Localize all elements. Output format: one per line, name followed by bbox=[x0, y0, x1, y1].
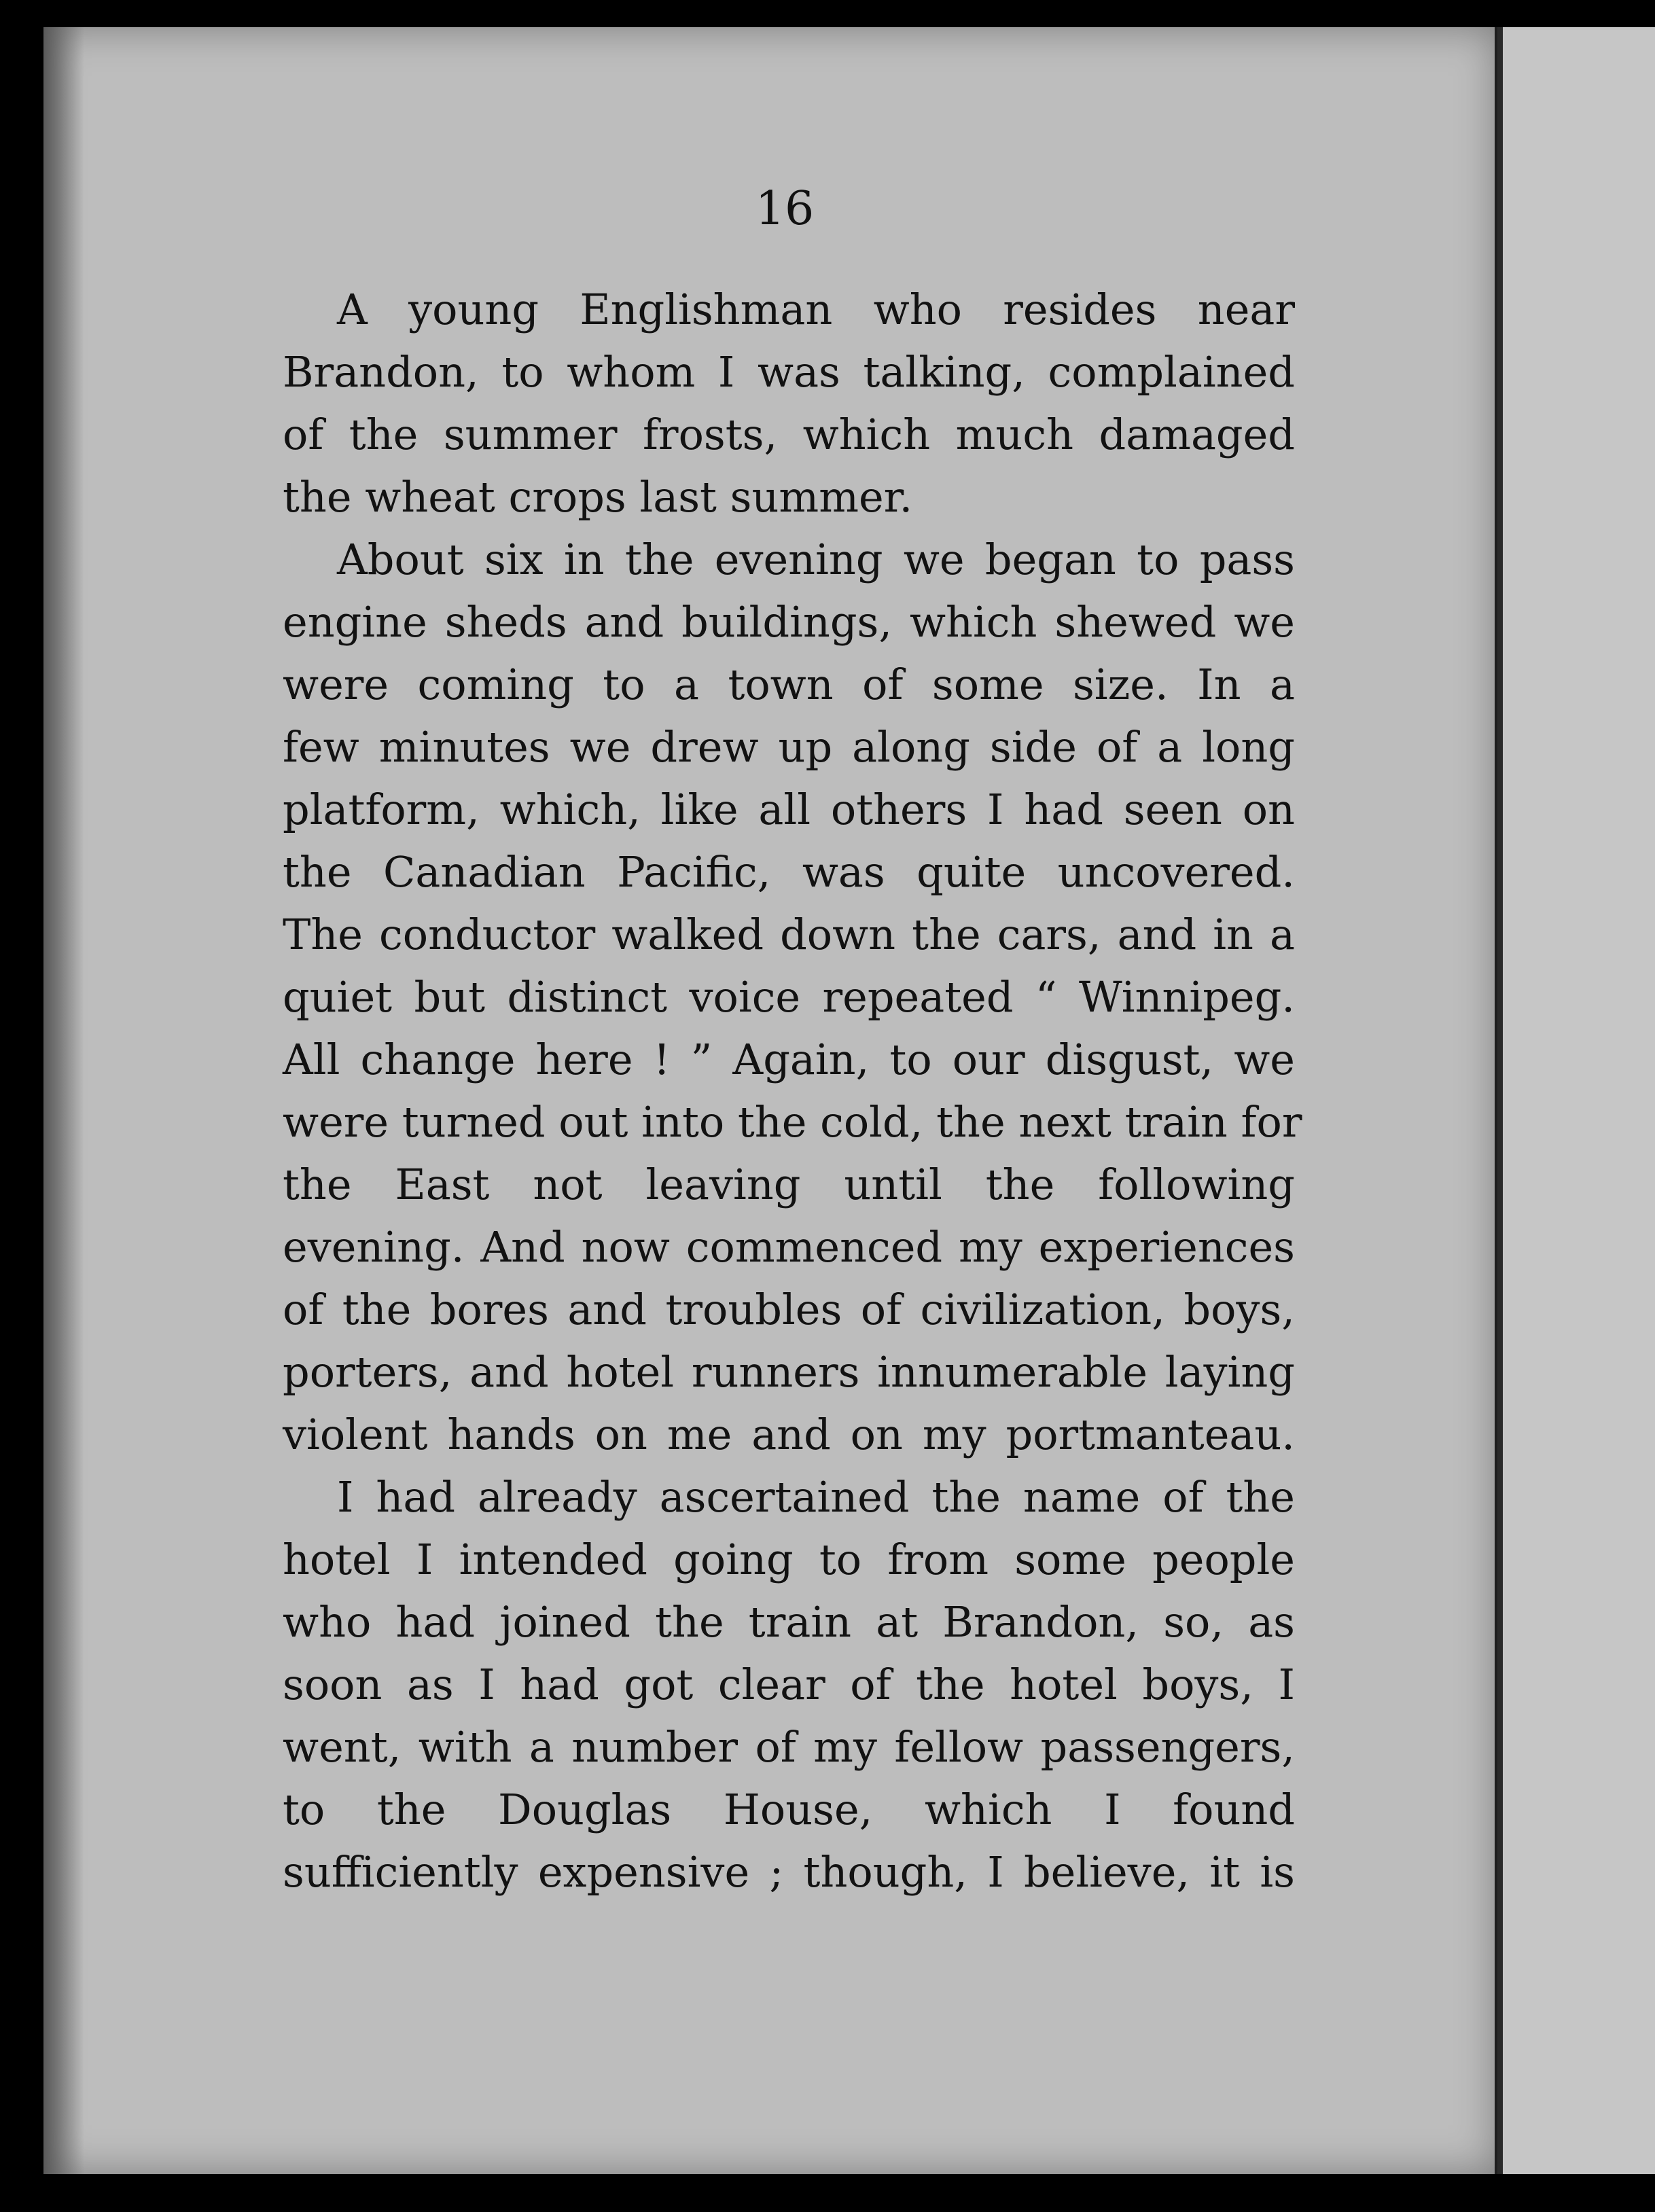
adjacent-page-edge bbox=[1497, 27, 1655, 2174]
text-line: sufficiently expensive ; though, I believe, it is bbox=[283, 1847, 1295, 1897]
text-line: were coming to a town of some size. In a bbox=[283, 660, 1295, 709]
text-line: Brandon, to whom I was talking, complained bbox=[283, 347, 1295, 397]
text-line: engine sheds and buildings, which shewed we bbox=[283, 597, 1295, 647]
page-number: 16 bbox=[755, 182, 815, 236]
text-line: porters, and hotel runners innumerable laying bbox=[283, 1347, 1295, 1397]
text-line: went, with a number of my fellow passengers, bbox=[283, 1722, 1295, 1772]
text-line: of the bores and troubles of civilization, boys, bbox=[283, 1285, 1295, 1334]
text-line: evening. And now commenced my experiences bbox=[283, 1222, 1295, 1272]
text-line: few minutes we drew up along side of a long bbox=[283, 722, 1295, 772]
text-line: hotel I intended going to from some people bbox=[283, 1535, 1295, 1584]
text-line: the wheat crops last summer. bbox=[283, 472, 913, 522]
text-line: I had already ascertained the name of the bbox=[337, 1472, 1295, 1522]
body-text bbox=[283, 279, 1302, 1904]
text-line: violent hands on me and on my portmanteau. bbox=[283, 1410, 1295, 1459]
text-line: of the summer frosts, which much damaged bbox=[283, 410, 1295, 459]
text-line: the East not leaving until the following bbox=[283, 1160, 1295, 1209]
gutter-shadow bbox=[43, 27, 84, 2174]
text-line: to the Douglas House, which I found bbox=[283, 1785, 1295, 1834]
text-line: who had joined the train at Brandon, so, as bbox=[283, 1597, 1295, 1647]
text-line: quiet but distinct voice repeated “ Winnipeg. bbox=[283, 972, 1295, 1022]
text-line: were turned out into the cold, the next train for bbox=[283, 1097, 1302, 1147]
text-line: A young Englishman who resides near bbox=[337, 285, 1295, 334]
text-line: About six in the evening we began to pass bbox=[337, 535, 1295, 584]
text-line: platform, which, like all others I had seen on bbox=[283, 785, 1295, 834]
text-line: soon as I had got clear of the hotel boys, I bbox=[283, 1660, 1295, 1709]
text-line: All change here ! ” Again, to our disgust, we bbox=[283, 1035, 1295, 1084]
text-line: The conductor walked down the cars, and in a bbox=[283, 910, 1295, 959]
text-line: the Canadian Pacific, was quite uncovered. bbox=[283, 847, 1295, 897]
